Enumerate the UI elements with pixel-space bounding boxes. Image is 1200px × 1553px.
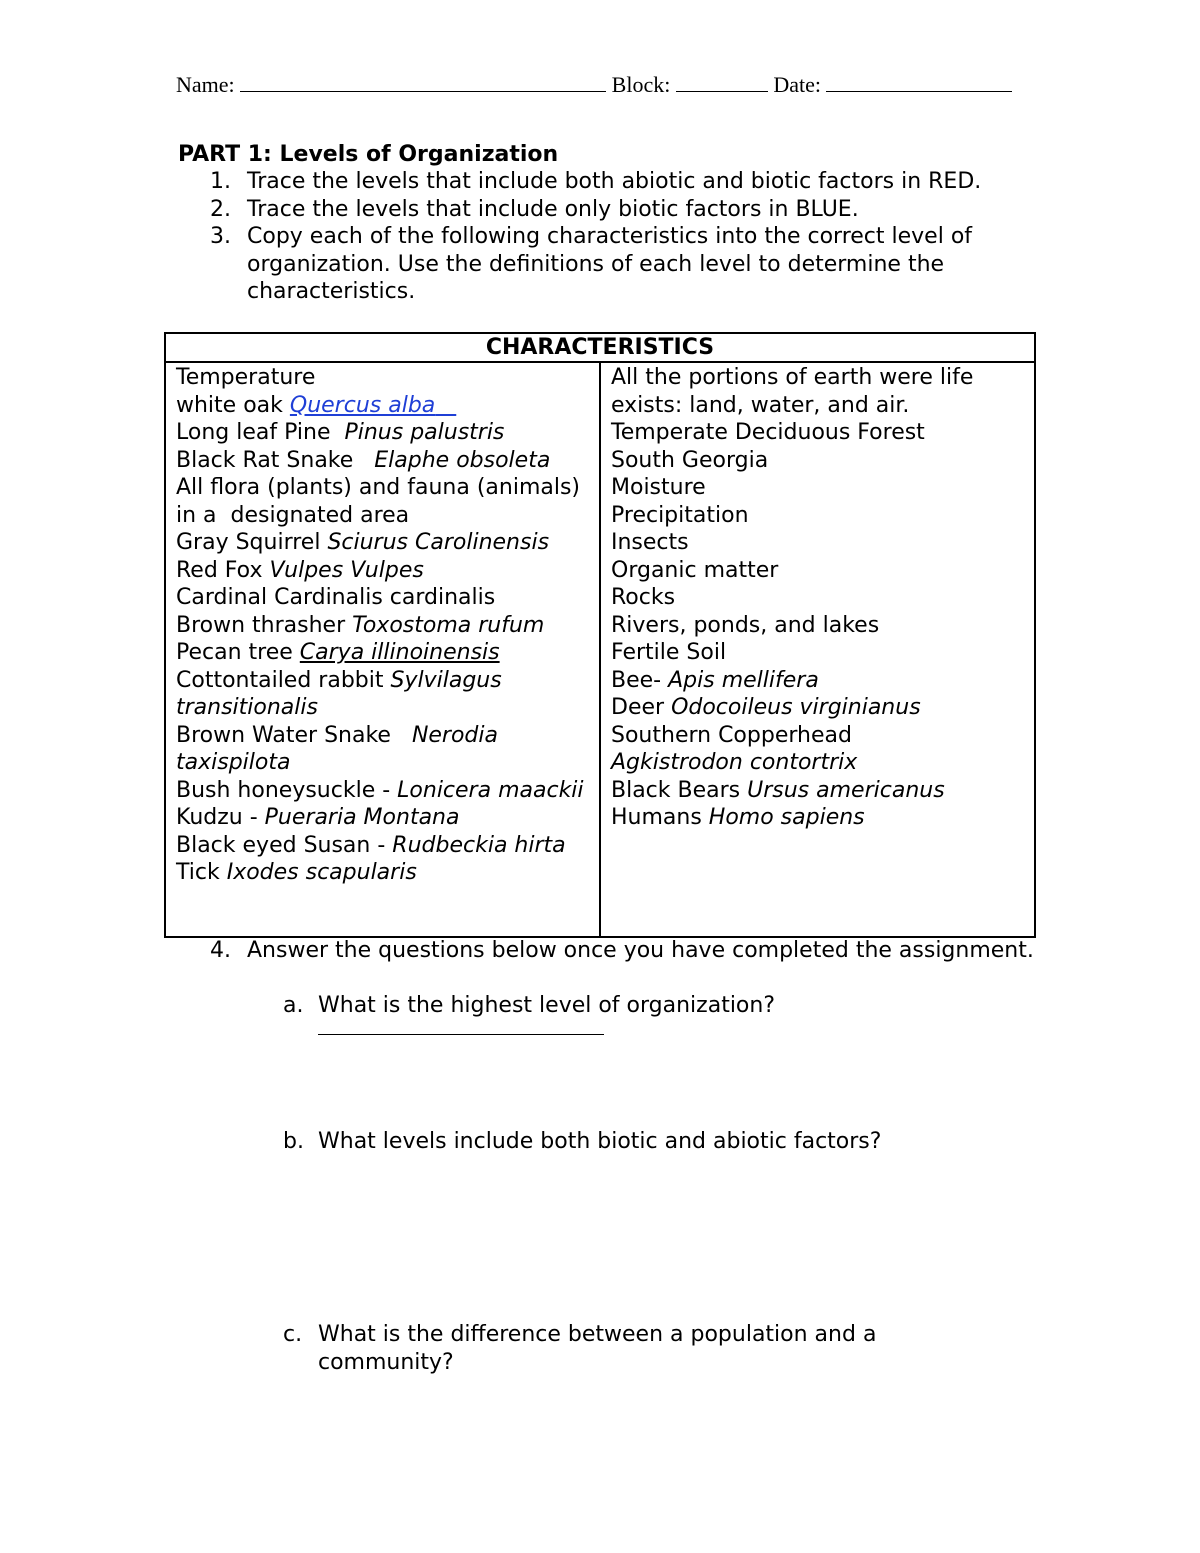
part-title: PART 1: Levels of Organization (178, 142, 559, 167)
characteristic-item (176, 557, 591, 585)
question-text: What levels include both biotic and abiotic factors? (318, 1129, 882, 1154)
characteristic-item (176, 859, 591, 887)
scientific-name: Pueraria Montana (264, 805, 460, 830)
instruction-item (200, 937, 1040, 965)
characteristic-item (176, 474, 591, 529)
characteristic-item (611, 612, 1026, 640)
characteristic-text: Fertile Soil (611, 640, 727, 665)
instruction-text: Copy each of the following characteristics into the correct level of organization. Use the definitions of each level to determine the characteristics. (247, 224, 973, 304)
instruction-item (200, 168, 1040, 196)
instruction-item (200, 196, 1040, 224)
characteristic-text: Brown thrasher (176, 612, 353, 638)
characteristic-text: Brown Water Snake (176, 722, 412, 748)
characteristic-item (611, 364, 1026, 419)
characteristic-item (611, 419, 1026, 447)
characteristic-item (176, 804, 591, 832)
characteristic-item (176, 392, 591, 420)
characteristic-item (611, 722, 1026, 750)
question-letter: c. (283, 1322, 303, 1347)
instruction-number: 2. (210, 196, 231, 222)
characteristic-text: Kudzu - (176, 805, 265, 830)
scientific-name: Sylvilagus transitionalis (176, 667, 502, 720)
question-letter: b. (283, 1129, 304, 1154)
characteristic-item (611, 502, 1026, 530)
characteristic-item (176, 612, 591, 640)
characteristic-text: Rocks (611, 585, 676, 610)
characteristic-text: Black eyed Susan - (176, 832, 393, 858)
characteristic-text: white oak (176, 392, 290, 418)
name-blank (240, 73, 606, 92)
characteristic-item (611, 777, 1026, 805)
question-letter: a. (283, 993, 304, 1018)
scientific-name: Elaphe obsoleta (374, 447, 551, 473)
question-text: What is the difference between a population and a community? (318, 1322, 877, 1375)
scientific-name-link[interactable]: Quercus alba (289, 392, 436, 418)
scientific-name: Apis mellifera (668, 667, 819, 693)
characteristic-text: Black Rat Snake (176, 447, 375, 473)
instruction-number: 4. (210, 938, 231, 963)
right-column (600, 362, 1035, 937)
scientific-name: Odocoileus virginianus (671, 695, 921, 720)
scientific-name: Homo sapiens (708, 805, 865, 830)
characteristic-item (611, 639, 1026, 667)
scientific-name: Rudbeckia hirta (392, 832, 566, 858)
characteristic-item (611, 804, 1026, 832)
characteristic-item (176, 667, 591, 722)
instruction-text: Trace the levels that include only biotic factors in BLUE. (247, 196, 859, 222)
question-a (283, 992, 1043, 1035)
scientific-name: Ursus americanus (747, 777, 945, 803)
characteristic-item (611, 749, 1026, 777)
instruction-number: 1. (210, 169, 231, 194)
characteristic-text: Deer (611, 695, 672, 720)
characteristic-text: Bush honeysuckle - (176, 777, 398, 803)
scientific-name: Lonicera maackii (397, 777, 584, 803)
characteristic-item (176, 832, 591, 860)
date-label: Date: (773, 72, 821, 97)
table-header: CHARACTERISTICS (165, 333, 1035, 362)
answer-blank[interactable] (318, 1020, 604, 1035)
question-4 (200, 937, 1040, 965)
left-column (165, 362, 600, 937)
characteristic-item (176, 639, 591, 667)
characteristic-text: Precipitation (611, 502, 749, 528)
characteristic-item (176, 529, 591, 557)
instruction-text: Trace the levels that include both abiotic and biotic factors in RED. (247, 169, 982, 194)
characteristic-text: Red Fox (176, 557, 270, 583)
characteristic-item (176, 584, 591, 612)
characteristic-item (611, 694, 1026, 722)
characteristic-item (611, 584, 1026, 612)
block-blank (676, 73, 768, 92)
characteristic-text: Southern Copperhead (611, 722, 852, 748)
characteristic-text: All the portions of earth were life exists: land, water, and air. (611, 365, 981, 418)
characteristic-item (611, 474, 1026, 502)
characteristic-item (611, 557, 1026, 585)
date-blank (826, 73, 1012, 92)
scientific-name: Nerodia taxispilota (176, 722, 498, 775)
scientific-name: Pinus palustris (344, 420, 505, 445)
characteristic-text: Black Bears (611, 777, 748, 803)
scientific-name: Ixodes scapularis (226, 860, 417, 885)
scientific-name: Toxostoma rufum (352, 612, 545, 638)
characteristic-text: Temperature (176, 365, 316, 390)
scientific-name: Agkistrodon contortrix (611, 750, 858, 775)
instruction-list (200, 168, 1040, 306)
scientific-name: Carya illinoinensis (299, 640, 500, 665)
question-b (283, 1128, 1043, 1156)
characteristic-item (611, 447, 1026, 475)
characteristic-text: Humans (611, 805, 709, 830)
characteristic-item (611, 529, 1026, 557)
name-label: Name: (176, 72, 235, 97)
characteristic-text: Long leaf Pine (176, 420, 345, 445)
characteristics-table (164, 332, 1036, 938)
characteristic-item (611, 667, 1026, 695)
characteristic-item (176, 447, 591, 475)
characteristic-text: Rivers, ponds, and lakes (611, 612, 880, 638)
characteristic-item (176, 722, 591, 777)
characteristic-text: All flora (plants) and fauna (animals) in a designated area (176, 475, 588, 528)
characteristic-text: South Georgia (611, 447, 769, 473)
question-c (283, 1321, 973, 1376)
characteristic-text: Insects (611, 530, 689, 555)
characteristic-item (176, 777, 591, 805)
characteristic-text: Pecan tree (176, 640, 300, 665)
characteristic-text: Organic matter (611, 557, 779, 583)
scientific-name: Sciurus Carolinensis (327, 530, 550, 555)
instruction-item (200, 223, 1040, 306)
student-info-line (176, 72, 1026, 98)
question-text: What is the highest level of organization? (318, 993, 776, 1018)
characteristic-text: Cottontailed rabbit (176, 667, 391, 693)
characteristic-text: Temperate Deciduous Forest (611, 420, 925, 445)
characteristic-text: Cardinal Cardinalis cardinalis (176, 585, 496, 610)
characteristic-text: Bee- (611, 667, 669, 693)
link-underline-pad (435, 393, 456, 418)
block-label: Block: (611, 72, 671, 97)
instruction-number: 3. (210, 224, 231, 249)
characteristic-item (176, 419, 591, 447)
characteristic-text: Tick (176, 860, 227, 885)
characteristic-item (176, 364, 591, 392)
instruction-text: Answer the questions below once you have completed the assignment. (247, 938, 1034, 963)
characteristic-text: Moisture (611, 475, 706, 500)
scientific-name: Vulpes Vulpes (269, 557, 424, 583)
characteristic-text: Gray Squirrel (176, 530, 328, 555)
